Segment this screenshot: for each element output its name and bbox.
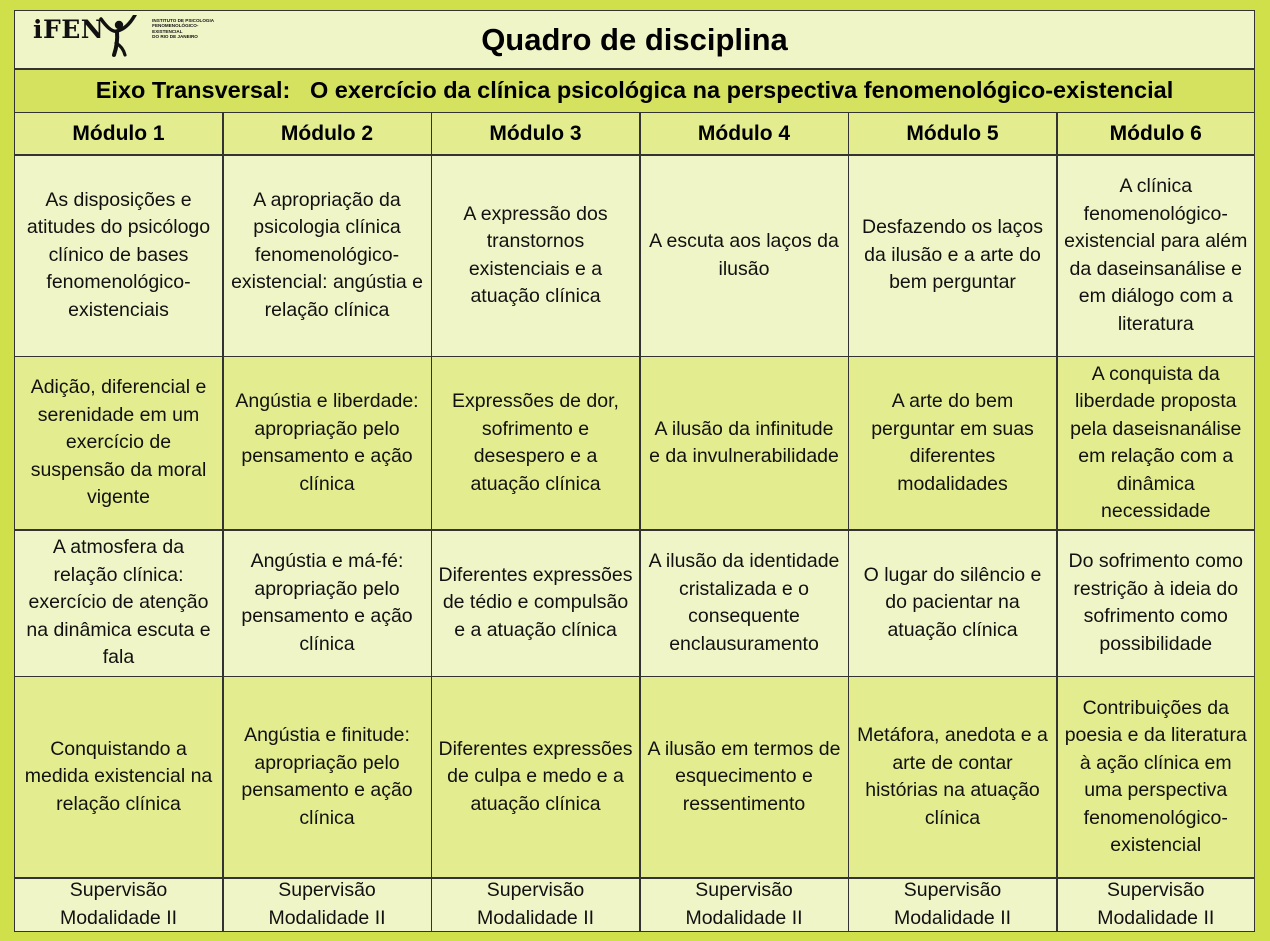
table-cell: A ilusão da infinitude e da invulnerabilidade bbox=[641, 357, 848, 529]
table-cell: Angústia e má-fé: apropriação pelo pensamento e ação clínica bbox=[224, 531, 431, 676]
table-cell: A escuta aos laços da ilusão bbox=[641, 156, 848, 356]
table-cell: A arte do bem perguntar em suas diferentes modalidades bbox=[849, 357, 1056, 529]
module-header: Módulo 3 bbox=[432, 113, 639, 154]
table-cell: Contribuições da poesia e da literatura à ação clínica em uma perspectiva fenomenológico-existencial bbox=[1058, 677, 1255, 877]
table-cell: Expressões de dor, sofrimento e desespero e a atuação clínica bbox=[432, 357, 639, 529]
module-header: Módulo 6 bbox=[1058, 113, 1255, 154]
person-figure-icon bbox=[97, 15, 137, 59]
table-cell: A ilusão da identidade cristalizada e o consequente enclausuramento bbox=[641, 531, 848, 676]
table-cell: Desfazendo os laços da ilusão e a arte do bem perguntar bbox=[849, 156, 1056, 356]
table-cell: A expressão dos transtornos existenciais e a atuação clínica bbox=[432, 156, 639, 356]
table-cell: Angústia e liberdade: apropriação pelo pensamento e ação clínica bbox=[224, 357, 431, 529]
discipline-table bbox=[14, 10, 1255, 932]
table-cell: Supervisão Modalidade II bbox=[641, 879, 848, 932]
table-cell: Diferentes expressões de tédio e compulsão e a atuação clínica bbox=[432, 531, 639, 676]
table-cell: A ilusão em termos de esquecimento e ressentimento bbox=[641, 677, 848, 877]
logo-subtitle: INSTITUTO DE PSICOLOGIA FENOMENOLÓGICO-EXISTENCIAL DO RIO DE JANEIRO bbox=[152, 17, 215, 40]
table-cell: As disposições e atitudes do psicólogo clínico de bases fenomenológico-existenciais bbox=[15, 156, 222, 356]
table-cell: Diferentes expressões de culpa e medo e a atuação clínica bbox=[432, 677, 639, 877]
module-header: Módulo 2 bbox=[224, 113, 431, 154]
table-cell: Supervisão Modalidade II bbox=[849, 879, 1056, 932]
table-cell: Supervisão Modalidade II bbox=[224, 879, 431, 932]
table-cell: A atmosfera da relação clínica: exercício de atenção na dinâmica escuta e fala bbox=[15, 531, 222, 676]
table-cell: Adição, diferencial e serenidade em um exercício de suspensão da moral vigente bbox=[15, 357, 222, 529]
title-row bbox=[15, 11, 1254, 68]
page-title: Quadro de disciplina bbox=[481, 21, 788, 57]
module-header: Módulo 4 bbox=[641, 113, 848, 154]
table-cell: Conquistando a medida existencial na relação clínica bbox=[15, 677, 222, 877]
table-cell: Supervisão Modalidade II bbox=[15, 879, 222, 932]
logo-wordmark: iFEN bbox=[33, 15, 105, 44]
module-header: Módulo 1 bbox=[15, 113, 222, 154]
table-cell: Metáfora, anedota e a arte de contar histórias na atuação clínica bbox=[849, 677, 1056, 877]
table-cell: A conquista da liberdade proposta pela daseisnanálise em relação com a dinâmica necessidade bbox=[1058, 357, 1255, 529]
table-cell: O lugar do silêncio e do pacientar na atuação clínica bbox=[849, 531, 1056, 676]
axis-heading: Eixo Transversal: O exercício da clínica psicológica na perspectiva fenomenológico-existencial bbox=[15, 70, 1254, 112]
table-cell: Angústia e finitude: apropriação pelo pensamento e ação clínica bbox=[224, 677, 431, 877]
table-cell: Supervisão Modalidade II bbox=[1058, 879, 1255, 932]
table-cell: Do sofrimento como restrição à ideia do sofrimento como possibilidade bbox=[1058, 531, 1255, 676]
ifen-logo bbox=[33, 17, 222, 42]
module-header: Módulo 5 bbox=[849, 113, 1056, 154]
table-cell: A apropriação da psicologia clínica fenomenológico-existencial: angústia e relação clínica bbox=[224, 156, 431, 356]
table-cell: A clínica fenomenológico-existencial para além da daseinsanálise e em diálogo com a literatura bbox=[1058, 156, 1255, 356]
table-cell: Supervisão Modalidade II bbox=[432, 879, 639, 932]
